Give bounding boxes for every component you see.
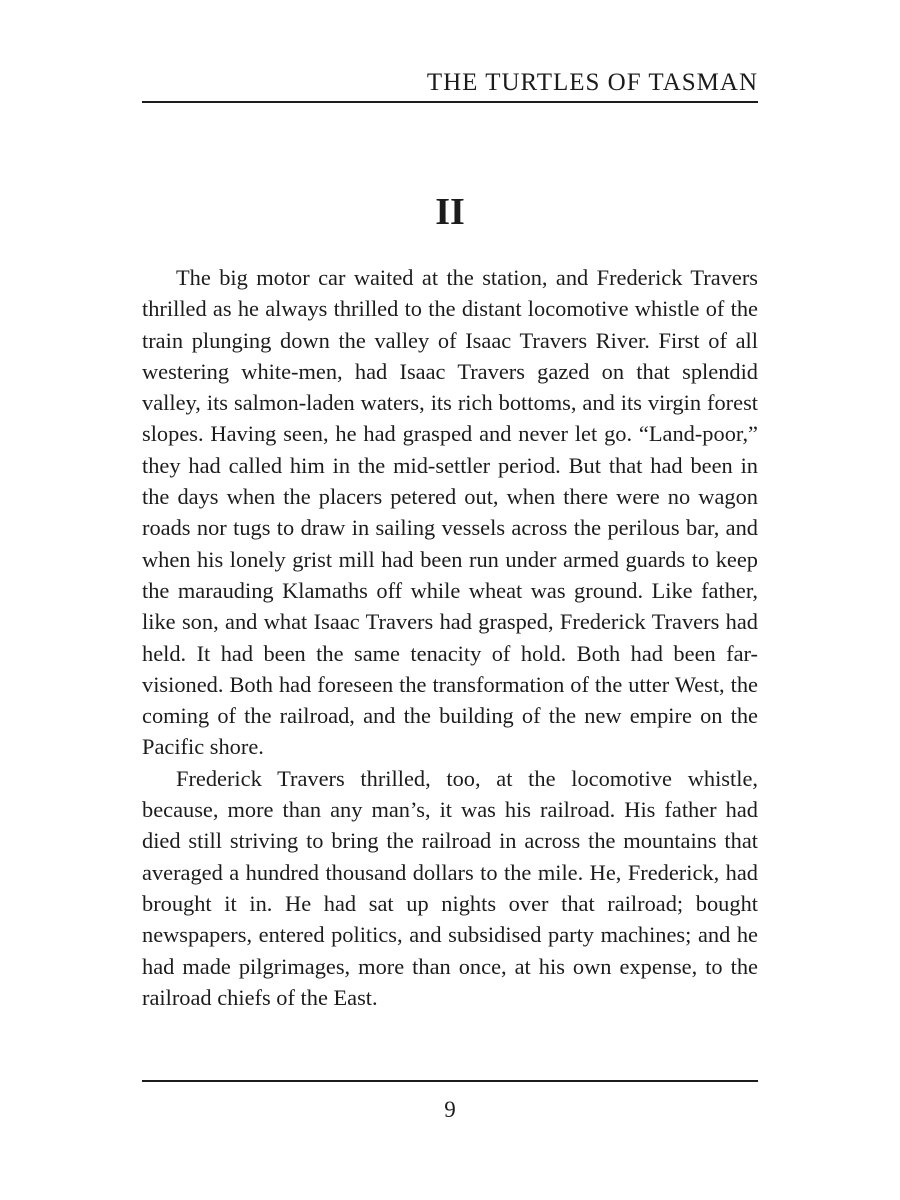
running-head-title: THE TURTLES OF TASMAN bbox=[426, 69, 758, 96]
header-rule bbox=[142, 101, 758, 103]
paragraph-2: Frederick Travers thrilled, too, at the locomotive whistle, because, more than any man’s, it was his railroad. His father had died still striving to bring the railroad in across the mountains that averaged a hundred thousand dollars to the mile. He, Frederick, had brought it in. He had sat up nights over that railroad; bought newspapers, entered politics, and subsidised party machines; and he had made pilgrimages, more than once, at his own expense, to the railroad chiefs of the East. bbox=[142, 765, 758, 1010]
body-text bbox=[142, 262, 758, 1013]
paragraph-1: The big motor car waited at the station, and Frederick Travers thrilled as he always thrilled to the distant locomotive whistle of the train plunging down the valley of Isaac Travers River. First of all westering white-men, had Isaac Travers gazed on that splendid valley, its salmon-laden waters, its rich bottoms, and its virgin forest slopes. Having seen, he had grasped and never let go. “Land-poor,” they had called him in the mid-settler period. But that had been in the days when the placers petered out, when there were no wagon roads nor tugs to draw in sailing vessels across the perilous bar, and when his lonely grist mill had been run under armed guards to keep the marauding Klamaths off while wheat was ground. Like father, like son, and what Isaac Travers had grasped, Frederick Travers had held. It had been the same tenacity of hold. Both had been far-visioned. Both had foreseen the transformation of the utter West, the coming of the railroad, and the building of the new empire on the Pacific shore. bbox=[142, 265, 758, 760]
footer-rule bbox=[142, 1080, 758, 1082]
chapter-number: II bbox=[435, 191, 465, 233]
page-number: 9 bbox=[444, 1097, 456, 1122]
